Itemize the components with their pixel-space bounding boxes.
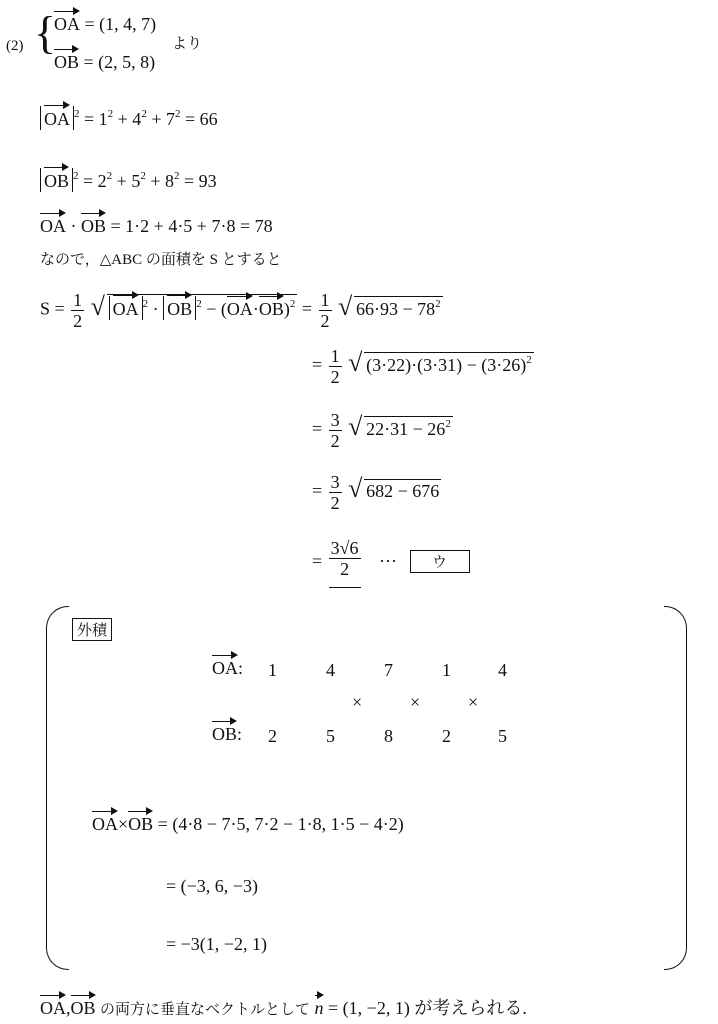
vector-oa-definition [54,14,156,35]
vec-oa: OA [54,14,80,34]
area-step-3: = $\frac{3}{2}$ √ $22\cdot 31 - 26^2$ [312,410,451,451]
cross-row1-value: 4 [326,660,335,680]
system-brace: { [34,7,57,58]
area-formula: S = $\frac{1}{2}$ √ OA $^2$ · OB $^2 - (OA\cdot OB)^2$ = $\frac{1}{2}$ √ $66\cdot 93 - 78^2$ [40,290,441,331]
area-result: = $\frac{3√6}{2}$ ··· ウ [312,538,470,588]
yori-text: より [172,36,203,52]
cross-row1-value: 7 [384,660,393,680]
cross-row1-value: 4 [498,660,507,680]
vec-ob: OB [81,216,107,236]
norm-ob-equation: OB $^2 = 2^2 + 5^2 + 8^2 = 93$ [40,168,217,192]
cross-row1-value: 1 [268,660,277,680]
area-step-4: = $\frac{3}{2}$ √ 682 − 676 [312,472,440,513]
cross-row2-value: 5 [498,726,507,746]
cross-row2-value: 8 [384,726,393,746]
right-bracket [664,606,687,970]
cross-times: × [352,692,363,712]
cross-row2-value: 2 [442,726,451,746]
cross-row1-value: 1 [442,660,451,680]
cross-product-label: 外積 [72,618,112,641]
cross-product-line2: = (−3, 6, −3) [166,876,258,896]
cross-row2-label: OB: [212,724,243,744]
cross-times: × [410,692,421,712]
intro-text: なので，△ABC の面積を S とすると [40,252,282,268]
cross-product-line3: = −3(1, −2, 1) [166,934,267,954]
vec-ob: OB [54,52,80,72]
vec-oa: OA [44,109,70,129]
answer-box-u: ウ [410,550,470,573]
dot-product-equation: OA · OB = 1·2 + 4·5 + 7·8 = 78 [40,216,273,236]
footer-sentence: OA,OB の両方に垂直なベクトルとして n = (1, −2, 1) が考えられる. [40,998,527,1018]
vec-oa: OA [40,216,66,236]
cross-row2-value: 5 [326,726,335,746]
norm-oa-equation: OA $^2 = 1^2 + 4^2 + 7^2 = 66$ [40,106,218,130]
problem-number: (2) [6,38,24,54]
area-step-2: = $\frac{1}{2}$ √ $(3\cdot 22)\cdot(3\cdot 31) - (3\cdot 26)^2$ [312,346,532,387]
vec-ob-value: = (2, 5, 8) [83,52,156,72]
left-bracket [46,606,69,970]
cross-row1-label: OA: [212,658,244,678]
cross-times: × [468,692,479,712]
vec-oa-value: = (1, 4, 7) [84,14,157,34]
cross-product-line1: OA×OB = (4·8 − 7·5, 7·2 − 1·8, 1·5 − 4·2) [92,814,404,834]
cross-row2-value: 2 [268,726,277,746]
vec-ob: OB [44,171,70,191]
vector-ob-definition [54,52,155,73]
